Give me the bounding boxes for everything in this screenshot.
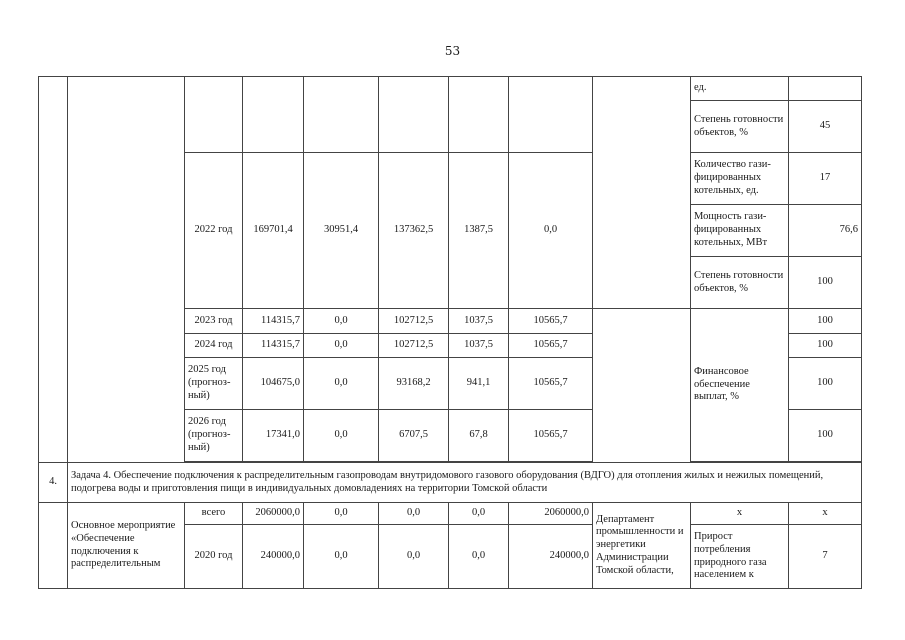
number-cell [39, 503, 68, 589]
local-value: 1037,5 [449, 309, 509, 334]
indicator-value: 45 [789, 101, 862, 153]
other-value: 0,0 [509, 153, 593, 309]
local-value: 0,0 [449, 525, 509, 589]
regional-value: 102712,5 [379, 334, 449, 358]
federal-value: 30951,4 [304, 153, 379, 309]
local-value: 0,0 [449, 503, 509, 525]
local-value: 67,8 [449, 410, 509, 462]
total-value: 240000,0 [243, 525, 304, 589]
indicator-value: 100 [789, 358, 862, 410]
task-row [39, 463, 862, 503]
page-number: 53 [444, 44, 461, 58]
local-value: 941,1 [449, 358, 509, 410]
indicator-name: Мощность гази-фицированных котельных, МВт [691, 205, 789, 257]
federal-value: 0,0 [304, 410, 379, 462]
other-value: 10565,7 [509, 309, 593, 334]
other-value: 10565,7 [509, 410, 593, 462]
regional-value: 137362,5 [379, 153, 449, 309]
task-text: Задача 4. Обеспечение подключения к распределительным газопроводам внутридомового газового оборудования (ВДГО) для отопления жилых и нежилых помещений, подогрева воды и приготовления пищи в индивидуальных домовладениях на территории Томской области [68, 463, 862, 503]
indicator-value: 100 [789, 410, 862, 462]
local-value: 1037,5 [449, 334, 509, 358]
regional-value: 93168,2 [379, 358, 449, 410]
total-value: 104675,0 [243, 358, 304, 410]
year-label: 2020 год [185, 525, 243, 589]
total-value: 114315,7 [243, 309, 304, 334]
total-cell [243, 77, 304, 153]
federal-cell [304, 77, 379, 153]
regional-cell [379, 77, 449, 153]
other-value: 10565,7 [509, 358, 593, 410]
year-label: 2023 год [185, 309, 243, 334]
year-label: 2024 год [185, 334, 243, 358]
indicator-value: 100 [789, 334, 862, 358]
indicator-value: 17 [789, 153, 862, 205]
federal-value: 0,0 [304, 334, 379, 358]
total-value: 169701,4 [243, 153, 304, 309]
federal-value: 0,0 [304, 358, 379, 410]
program-table [38, 76, 862, 589]
other-value: 10565,7 [509, 334, 593, 358]
indicator-name: Степень готовности объектов, % [691, 257, 789, 309]
local-value: 1387,5 [449, 153, 509, 309]
indicator-name: х [691, 503, 789, 525]
other-cell [509, 77, 593, 153]
year-label: 2022 год [185, 153, 243, 309]
indicator-value: 76,6 [789, 205, 862, 257]
federal-value: 0,0 [304, 503, 379, 525]
regional-value: 0,0 [379, 525, 449, 589]
year-label: 2026 год (прогноз-ный) [185, 410, 243, 462]
year-label: 2025 год (прогноз-ный) [185, 358, 243, 410]
regional-value: 102712,5 [379, 309, 449, 334]
indicator-value: х [789, 503, 862, 525]
other-value: 2060000,0 [509, 503, 593, 525]
total-value: 17341,0 [243, 410, 304, 462]
indicator-value: 7 [789, 525, 862, 589]
indicator-name: Степень готовности объектов, % [691, 101, 789, 153]
number-cell [39, 77, 68, 463]
table-row [39, 503, 862, 525]
local-cell [449, 77, 509, 153]
table-row [39, 77, 862, 101]
year-label: всего [185, 503, 243, 525]
indicator-value: 100 [789, 309, 862, 334]
event-name-cell [68, 77, 185, 463]
regional-value: 6707,5 [379, 410, 449, 462]
other-value: 240000,0 [509, 525, 593, 589]
federal-value: 0,0 [304, 309, 379, 334]
federal-value: 0,0 [304, 525, 379, 589]
indicator-value: 100 [789, 257, 862, 309]
indicator-name: ед. [691, 77, 789, 101]
indicator-name: Прирост потребления природного газа населением к [691, 525, 789, 589]
task-number: 4. [39, 463, 68, 503]
executor-cell [593, 77, 691, 309]
main-event-name: Основное мероприятие «Обеспечение подключения к распределительным [68, 503, 185, 589]
financial-indicator: Финансовое обеспечение выплат, % [691, 309, 789, 462]
executor-cell [593, 309, 691, 463]
total-value: 114315,7 [243, 334, 304, 358]
regional-value: 0,0 [379, 503, 449, 525]
indicator-value [789, 77, 862, 101]
total-value: 2060000,0 [243, 503, 304, 525]
executor-text: Департамент промышленности и энергетики Администрации Томской области, [593, 503, 691, 589]
year-cell [185, 77, 243, 153]
indicator-name: Количество гази-фицированных котельных, ед. [691, 153, 789, 205]
